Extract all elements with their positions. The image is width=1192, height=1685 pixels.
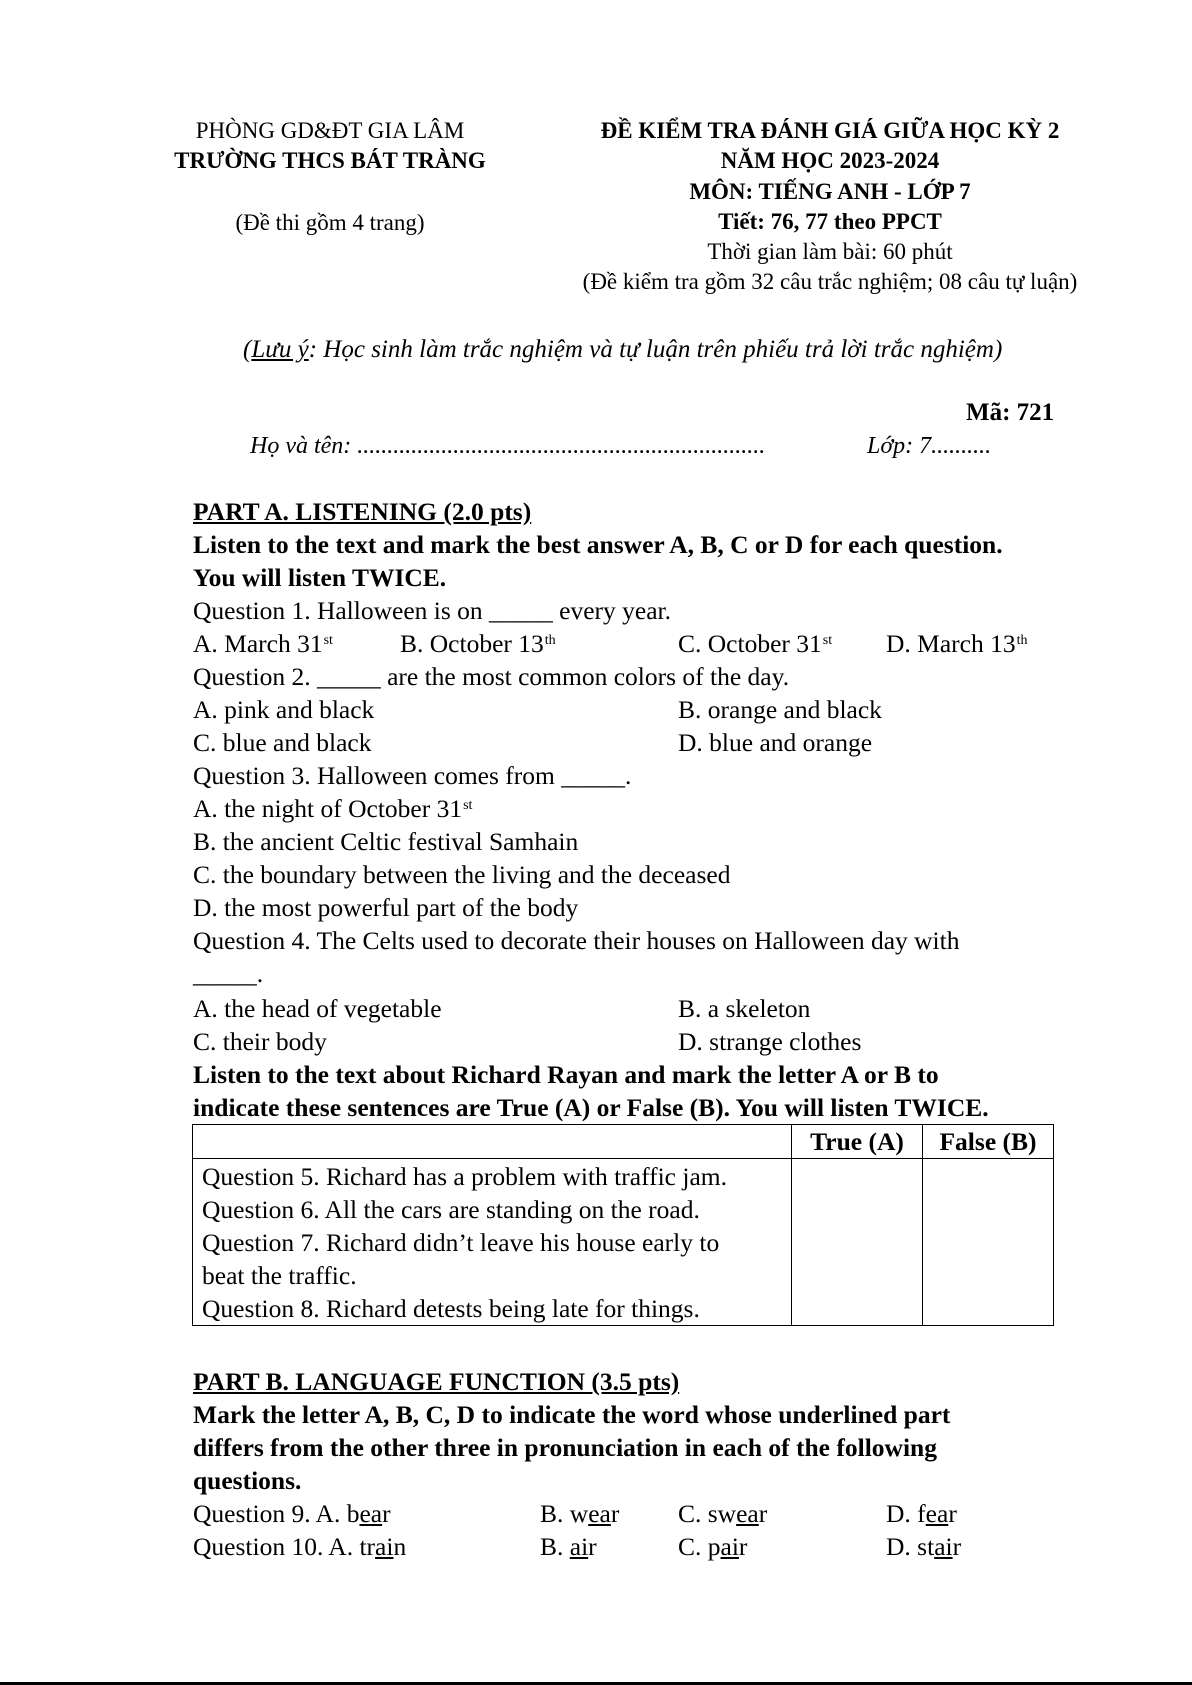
q10-option-c: C. pair <box>678 1532 748 1561</box>
q9-option-a: Question 9. A. bear <box>193 1499 391 1528</box>
exam-composition: (Đề kiểm tra gồm 32 câu trắc nghiệm; 08 câu tự luận) <box>582 269 1078 294</box>
q1-option-d: D. March 13th <box>886 629 1028 658</box>
exam-time: Thời gian làm bài: 60 phút <box>707 239 953 264</box>
part-a-instruction-line1: Listen to the text and mark the best answer A, B, C or D for each question. <box>193 530 1003 559</box>
q2-option-b: B. orange and black <box>678 695 882 724</box>
part-a-instruction2-line2: indicate these sentences are True (A) or False (B). You will listen TWICE. <box>193 1093 989 1122</box>
school-year: NĂM HỌC 2023-2024 <box>720 148 940 173</box>
student-note <box>243 333 1002 366</box>
department-name: PHÒNG GD&ĐT GIA LÂM <box>195 118 465 143</box>
true-answer-cell[interactable] <box>792 1159 923 1326</box>
q10-option-d: D. stair <box>886 1532 962 1561</box>
pages-note: (Đề thi gồm 4 trang) <box>235 210 425 235</box>
q4-option-d: D. strange clothes <box>678 1027 862 1056</box>
question-1-stem: Question 1. Halloween is on _____ every year. <box>193 596 672 625</box>
statement-q7: Question 7. Richard didn’t leave his house early to <box>202 1228 720 1257</box>
q2-option-c: C. blue and black <box>193 728 372 757</box>
periods: Tiết: 76, 77 theo PPCT <box>718 209 942 234</box>
exam-code: Mã: 721 <box>966 399 1055 426</box>
part-b-instruction-line3: questions. <box>193 1466 302 1495</box>
q10-option-a: Question 10. A. train <box>193 1532 407 1561</box>
q4-option-a: A. the head of vegetable <box>193 994 442 1023</box>
class-label: Lớp: 7 <box>867 433 932 459</box>
q3-option-c: C. the boundary between the living and the deceased <box>193 860 731 889</box>
part-b-instruction-line1: Mark the letter A, B, C, D to indicate the word whose underlined part <box>193 1400 951 1429</box>
student-name-line <box>250 430 765 463</box>
subject: MÔN: TIẾNG ANH - LỚP 7 <box>689 179 971 204</box>
table-row <box>193 1159 1054 1326</box>
exam-title: ĐỀ KIỂM TRA ĐÁNH GIÁ GIỮA HỌC KỲ 2 <box>600 118 1060 143</box>
q3-option-b: B. the ancient Celtic festival Samhain <box>193 827 579 856</box>
q2-option-a: A. pink and black <box>193 695 375 724</box>
true-false-table <box>192 1124 1054 1326</box>
q4-option-b: B. a skeleton <box>678 994 811 1023</box>
q9-option-c: C. swear <box>678 1499 768 1528</box>
q1-option-b: B. October 13th <box>400 629 556 658</box>
name-dots: .................................................................... <box>357 433 766 459</box>
part-b-instruction-line2: differs from the other three in pronunciation in each of the following <box>193 1433 937 1462</box>
q3-option-d: D. the most powerful part of the body <box>193 893 579 922</box>
note-open: ( <box>243 336 252 363</box>
question-3-stem: Question 3. Halloween comes from _____. <box>193 761 632 790</box>
question-4-stem-continued: _____. <box>193 959 264 988</box>
part-a-instruction2-line1: Listen to the text about Richard Rayan and mark the letter A or B to <box>193 1060 939 1089</box>
q2-option-d: D. blue and orange <box>678 728 873 757</box>
note-text: : Học sinh làm trắc nghiệm và tự luận trên phiếu trả lời trắc nghiệm) <box>308 336 1003 363</box>
q3-option-a: A. the night of October 31st <box>193 794 473 823</box>
school-name: TRƯỜNG THCS BÁT TRÀNG <box>174 148 486 173</box>
q9-option-b: B. wear <box>540 1499 620 1528</box>
class-dots: .......... <box>931 433 992 459</box>
table-header-row <box>193 1125 1054 1159</box>
table-header-blank <box>193 1125 792 1159</box>
q10-option-b: B. air <box>540 1532 597 1561</box>
col-false-header: False (B) <box>923 1125 1054 1159</box>
statement-q6: Question 6. All the cars are standing on the road. <box>202 1195 700 1224</box>
false-answer-cell[interactable] <box>923 1159 1054 1326</box>
statements-cell <box>193 1159 792 1326</box>
part-a-instruction-line2: You will listen TWICE. <box>193 563 447 592</box>
q4-option-c: C. their body <box>193 1027 327 1056</box>
q1-option-a: A. March 31st <box>193 629 333 658</box>
note-label: Lưu ý <box>251 336 309 363</box>
statement-q8: Question 8. Richard detests being late for things. <box>202 1294 700 1323</box>
statement-q5: Question 5. Richard has a problem with traffic jam. <box>202 1162 727 1191</box>
part-b-heading: PART B. LANGUAGE FUNCTION (3.5 pts) <box>193 1367 680 1396</box>
part-a-heading: PART A. LISTENING (2.0 pts) <box>193 497 532 526</box>
q9-option-d: D. fear <box>886 1499 957 1528</box>
col-true-header: True (A) <box>792 1125 923 1159</box>
name-label: Họ và tên: <box>250 433 358 459</box>
question-2-stem: Question 2. _____ are the most common colors of the day. <box>193 662 790 691</box>
question-4-stem: Question 4. The Celts used to decorate their houses on Halloween day with <box>193 926 960 955</box>
class-line <box>867 430 991 463</box>
statement-q7-cont: beat the traffic. <box>202 1261 357 1290</box>
q1-option-c: C. October 31st <box>678 629 833 658</box>
